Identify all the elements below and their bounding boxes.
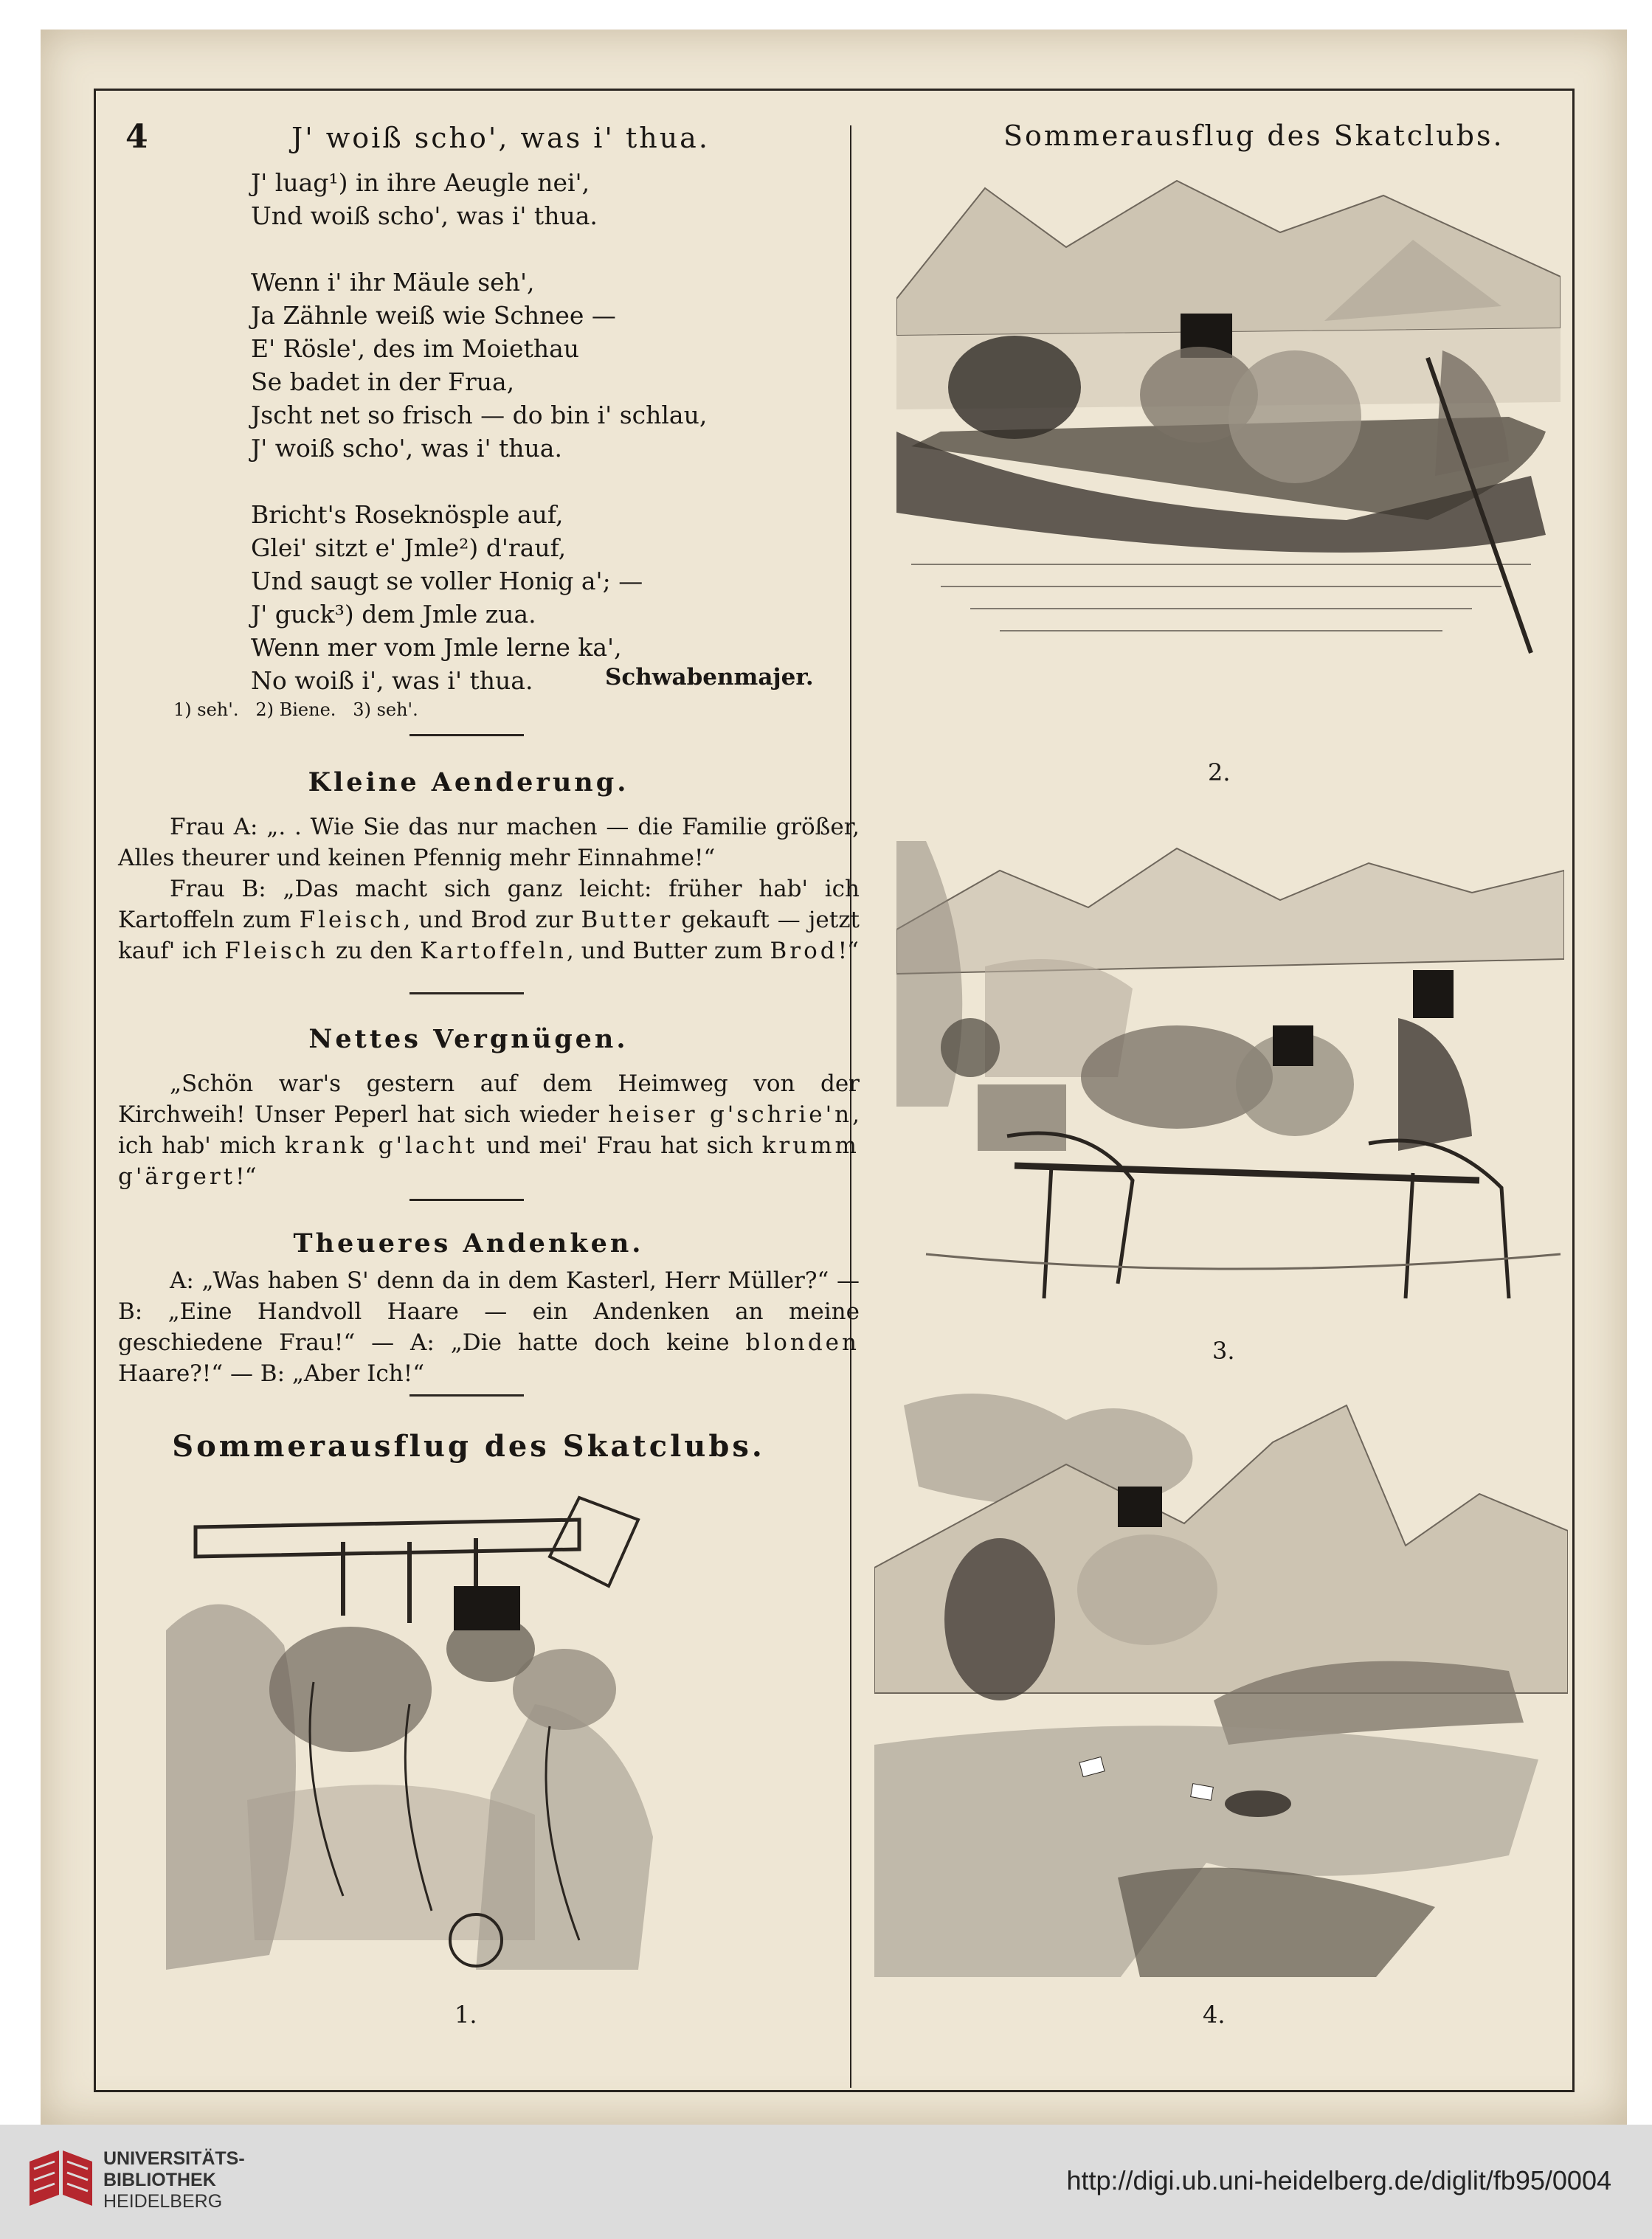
university-library-logo-icon: [22, 2147, 96, 2213]
emphasized-text: heiser g'schrie'n: [608, 1101, 853, 1128]
illustration-3-card-players-on-donkeys: [896, 841, 1564, 1317]
page-url[interactable]: http://digi.ub.uni-heidelberg.de/diglit/fb95/0004: [1066, 2165, 1611, 2195]
paragraph-text: !“: [837, 938, 859, 964]
poem: [251, 166, 812, 730]
paragraph-text: zu den: [328, 938, 421, 964]
illustration-1-card-players-in-carriage: [166, 1483, 719, 1992]
article-body: [118, 811, 860, 966]
poem-line: E' Rösle', des im Moiethau: [251, 334, 580, 363]
paragraph-text: Frau A: „. . Wie Sie das nur machen — die Familie größer, Alles theurer und keinen Pfennig mehr Einnahme!“: [118, 814, 860, 871]
article-paragraph: [118, 1265, 860, 1389]
poem-line: Ja Zähnle weiß wie Schnee —: [251, 301, 616, 330]
poem-line: Und woiß scho', was i' thua.: [251, 201, 598, 230]
poem-line: Se badet in der Frua,: [251, 367, 515, 396]
library-footer: [0, 2125, 1652, 2239]
separator-rule: [409, 1199, 524, 1201]
emphasized-text: krank g'lacht: [285, 1132, 478, 1159]
illustration-4-card-players-on-mountain: [874, 1376, 1568, 1977]
poem-line: Wenn i' ihr Mäule seh',: [251, 268, 535, 297]
poem-stanza: [251, 166, 812, 232]
article-body: [118, 1068, 860, 1192]
poem-line: No woiß i', was i' thua.: [251, 666, 533, 695]
right-column-title: Sommerausflug des Skatclubs.: [1003, 120, 1504, 152]
article-heading: Nettes Vergnügen.: [308, 1024, 629, 1054]
poem-line: Glei' sitzt e' Jmle²) d'rauf,: [251, 533, 567, 562]
paragraph-text: Frau B: „Das macht sich ganz leicht: früher hab' ich Kartoffeln zum: [118, 876, 860, 933]
separator-rule: [409, 992, 524, 994]
poem-line: J' guck³) dem Jmle zua.: [251, 600, 536, 629]
article-heading: Theueres Andenken.: [293, 1228, 644, 1259]
poem-line: J' luag¹) in ihre Aeugle nei',: [251, 168, 590, 197]
figure-caption: 1.: [455, 2001, 477, 2029]
poem-signature: Schwabenmajer.: [605, 664, 814, 691]
library-name: UNIVERSITÄTS- BIBLIOTHEK HEIDELBERG: [103, 2148, 245, 2212]
poem-stanza: [251, 266, 812, 465]
separator-rule: [409, 734, 524, 736]
poem-line: Bricht's Roseknösple auf,: [251, 500, 564, 529]
emphasized-text: krumm g'ärgert: [118, 1132, 860, 1190]
paragraph-text: , und Brod zur: [403, 907, 581, 933]
paragraph-text: A: „Was haben S' denn da in dem Kasterl, Herr Müller?“ — B: „Eine Handvoll Haare — ein Andenken an meine geschiedene Frau!“ — A: „Die hatte doch keine: [118, 1267, 860, 1356]
article-paragraph: [118, 873, 860, 966]
poem-line: Jscht net so frisch — do bin i' schlau,: [251, 401, 708, 429]
section-title: Sommerausflug des Skatclubs.: [172, 1429, 765, 1464]
page-number: 4: [125, 118, 148, 156]
paragraph-text: Haare?!“ — B: „Aber Ich!“: [118, 1360, 425, 1387]
paragraph-text: !“: [235, 1163, 257, 1190]
figure-caption: 2.: [1208, 758, 1231, 786]
poem-line: J' woiß scho', was i' thua.: [251, 434, 562, 463]
emphasized-text: Fleisch: [299, 907, 404, 933]
emphasized-text: Fleisch: [224, 938, 329, 964]
paragraph-text: , und Butter zum: [566, 938, 770, 964]
emphasized-text: blonden: [745, 1329, 860, 1356]
figure-caption: 4.: [1203, 2001, 1226, 2029]
article-heading: Kleine Aenderung.: [308, 767, 629, 797]
emphasized-text: Butter: [581, 907, 674, 933]
paragraph-text: und mei' Frau hat sich: [477, 1132, 762, 1159]
separator-rule: [409, 1394, 524, 1397]
emphasized-text: Brod: [770, 938, 838, 964]
article-paragraph: [118, 1068, 860, 1192]
figure-caption: 3.: [1212, 1337, 1235, 1365]
emphasized-text: Kartoffeln: [420, 938, 567, 964]
article-paragraph: [118, 811, 860, 873]
poem-footnotes: 1) seh'. 2) Biene. 3) seh'.: [173, 699, 418, 720]
poem-line: Wenn mer vom Jmle lerne ka',: [251, 633, 622, 662]
paragraph-text: , ich hab' mich: [118, 1101, 860, 1159]
paragraph-text: „Schön war's gestern auf dem Heimweg von der Kirchweih! Unser Peperl hat sich wieder: [118, 1070, 860, 1128]
poem-line: Und saugt se voller Honig a'; —: [251, 567, 643, 595]
running-title: J' woiß scho', was i' thua.: [291, 122, 710, 154]
paragraph-text: gekauft — jetzt kauf' ich: [118, 907, 860, 964]
article-body: [118, 1265, 860, 1389]
illustration-2-card-players-in-boat: [896, 166, 1561, 664]
